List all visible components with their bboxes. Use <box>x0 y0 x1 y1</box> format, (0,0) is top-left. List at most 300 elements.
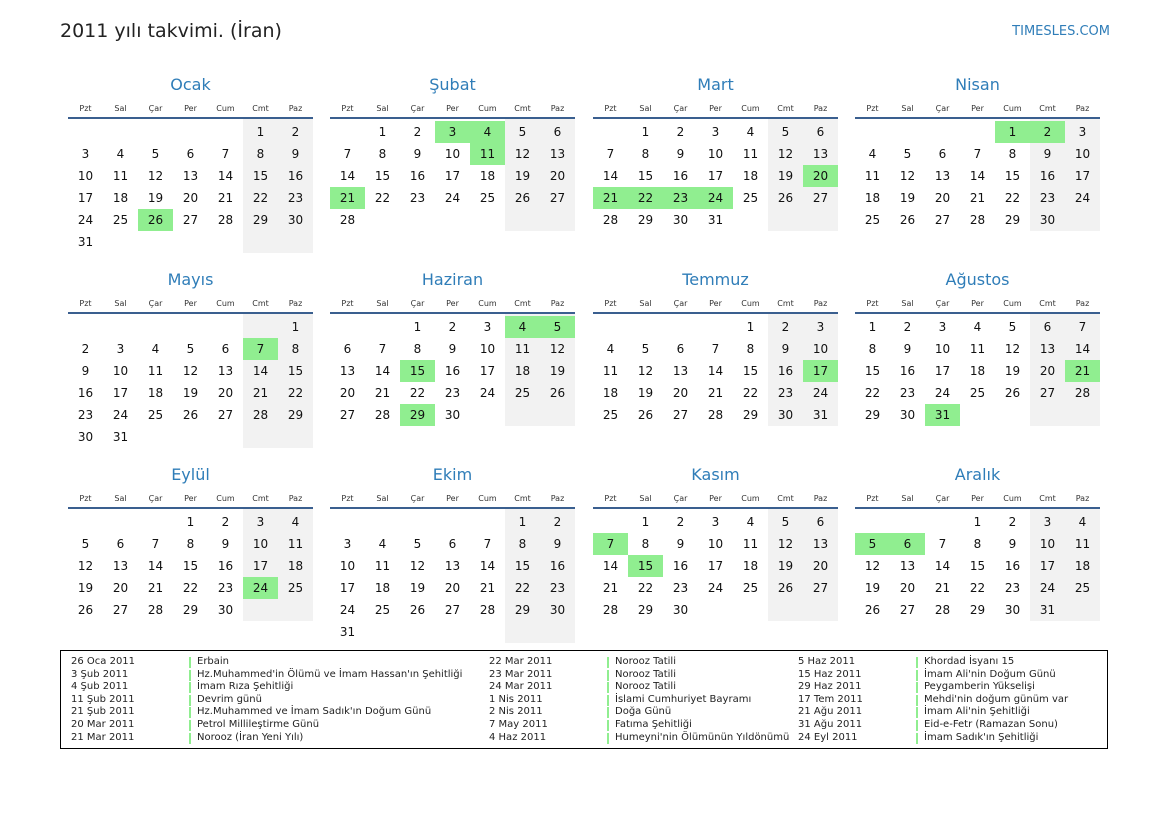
holiday-name: İslami Cumhuriyet Bayramı <box>615 693 752 705</box>
day-cell: 22 <box>742 386 759 400</box>
day-cell: 14 <box>969 169 986 183</box>
day-cell: 13 <box>934 169 951 183</box>
day-cell: 30 <box>899 408 916 422</box>
weekday-header: Per <box>184 494 197 503</box>
day-cell: 1 <box>641 515 650 529</box>
site-link[interactable]: TIMESLES.COM <box>1012 24 1110 39</box>
day-cell: 30 <box>1004 603 1021 617</box>
day-cell: 22 <box>409 386 426 400</box>
holiday-date: 4 Şub 2011 <box>71 681 129 693</box>
holiday-row <box>798 694 1068 707</box>
day-cell: 23 <box>1004 581 1021 595</box>
day-cell: 24 <box>812 386 829 400</box>
day-cell: 12 <box>777 147 794 161</box>
day-cell: 6 <box>938 147 947 161</box>
day-cell: 9 <box>676 147 685 161</box>
holiday-row <box>71 694 462 707</box>
holiday-row <box>798 656 1068 669</box>
holiday-row <box>71 719 462 732</box>
day-cell: 6 <box>816 125 825 139</box>
day-cell: 18 <box>742 169 759 183</box>
day-cell: 17 <box>252 559 269 573</box>
day-cell: 8 <box>1008 147 1017 161</box>
holiday-marker <box>916 670 918 681</box>
month-name: Ağustos <box>945 270 1010 289</box>
month-name: Şubat <box>429 75 476 94</box>
day-cell: 12 <box>147 169 164 183</box>
day-cell: 8 <box>518 537 527 551</box>
day-cell: 10 <box>339 559 356 573</box>
day-cell: 3 <box>256 515 265 529</box>
day-cell: 22 <box>969 581 986 595</box>
weekday-header: Per <box>971 299 984 308</box>
day-cell: 20 <box>444 581 461 595</box>
holiday-row <box>798 681 1068 694</box>
day-cell: 12 <box>777 537 794 551</box>
day-cell: 13 <box>672 364 689 378</box>
day-cell: 21 <box>707 386 724 400</box>
day-cell: 5 <box>781 515 790 529</box>
day-cell: 20 <box>672 386 689 400</box>
holiday-date: 29 Haz 2011 <box>798 681 862 693</box>
weekday-header: Pzt <box>341 494 354 503</box>
weekday-header: Sal <box>639 104 652 113</box>
day-cell: 23 <box>1039 191 1056 205</box>
holiday-name: Norooz Tatili <box>615 668 676 680</box>
day-cell: 21 <box>969 191 986 205</box>
day-cell: 2 <box>291 125 300 139</box>
day-cell: 15 <box>374 169 391 183</box>
day-cell: 14 <box>1074 342 1091 356</box>
day-cell: 9 <box>291 147 300 161</box>
weekday-header: Cum <box>478 104 497 113</box>
weekday-header: Paz <box>1075 494 1090 503</box>
weekday-header: Çar <box>935 494 950 503</box>
weekday-header: Pzt <box>341 104 354 113</box>
day-cell: 20 <box>899 581 916 595</box>
day-cell: 24 <box>339 603 356 617</box>
day-cell: 11 <box>864 169 881 183</box>
holiday-row <box>489 681 789 694</box>
day-cell: 9 <box>448 342 457 356</box>
day-cell: 24 <box>1039 581 1056 595</box>
day-cell: 21 <box>252 386 269 400</box>
day-cell: 21 <box>217 191 234 205</box>
day-cell: 26 <box>864 603 881 617</box>
day-cell: 14 <box>479 559 496 573</box>
day-cell: 10 <box>1039 537 1056 551</box>
day-cell: 27 <box>934 213 951 227</box>
holiday-name: Hz.Muhammed ve İmam Sadık'ın Doğum Günü <box>197 706 432 718</box>
day-cell: 28 <box>969 213 986 227</box>
day-cell: 23 <box>77 408 94 422</box>
day-cell: 11 <box>147 364 164 378</box>
day-cell: 12 <box>1004 342 1021 356</box>
holiday-marker <box>607 720 609 731</box>
month-name: Kasım <box>691 465 740 484</box>
day-cell: 7 <box>1078 320 1087 334</box>
day-cell: 27 <box>812 581 829 595</box>
day-cell: 9 <box>1008 537 1017 551</box>
holiday-day-cell: 21 <box>593 187 628 209</box>
day-cell: 30 <box>777 408 794 422</box>
day-cell: 23 <box>777 386 794 400</box>
day-cell: 27 <box>899 603 916 617</box>
weekday-header: Pzt <box>604 494 617 503</box>
day-cell: 10 <box>934 342 951 356</box>
holiday-day-cell: 22 <box>628 187 663 209</box>
weekday-header: Paz <box>550 494 565 503</box>
weekday-header: Sal <box>376 299 389 308</box>
day-cell: 25 <box>514 386 531 400</box>
holiday-name: Norooz (İran Yeni Yılı) <box>197 731 304 743</box>
holiday-date: 22 Mar 2011 <box>489 656 553 667</box>
day-cell: 11 <box>969 342 986 356</box>
day-cell: 30 <box>287 213 304 227</box>
day-cell: 12 <box>637 364 654 378</box>
day-cell: 24 <box>112 408 129 422</box>
day-cell: 3 <box>711 125 720 139</box>
day-cell: 9 <box>781 342 790 356</box>
holiday-date: 20 Mar 2011 <box>71 718 135 730</box>
day-cell: 14 <box>147 559 164 573</box>
weekday-header: Per <box>184 104 197 113</box>
weekday-header: Cmt <box>514 104 531 113</box>
day-cell: 29 <box>637 213 654 227</box>
holiday-marker <box>607 695 609 706</box>
day-cell: 28 <box>339 213 356 227</box>
day-cell: 11 <box>1074 537 1091 551</box>
weekday-header: Per <box>709 104 722 113</box>
weekday-header: Cum <box>478 494 497 503</box>
holiday-day-cell: 7 <box>593 533 628 555</box>
day-cell: 11 <box>514 342 531 356</box>
holiday-column-3 <box>798 656 1068 744</box>
day-cell: 3 <box>81 147 90 161</box>
day-cell: 13 <box>339 364 356 378</box>
day-cell: 7 <box>711 342 720 356</box>
day-cell: 1 <box>518 515 527 529</box>
weekday-header: Pzt <box>79 494 92 503</box>
day-cell: 14 <box>707 364 724 378</box>
holiday-day-cell: 26 <box>138 209 173 231</box>
day-cell: 19 <box>637 386 654 400</box>
day-cell: 19 <box>549 364 566 378</box>
day-cell: 15 <box>252 169 269 183</box>
day-cell: 14 <box>602 559 619 573</box>
holiday-name: Mehdi'nin doğum günüm var <box>924 693 1069 705</box>
day-cell: 16 <box>672 169 689 183</box>
day-cell: 16 <box>287 169 304 183</box>
day-cell: 3 <box>1078 125 1087 139</box>
day-cell: 6 <box>816 515 825 529</box>
holiday-name: Eid-e-Fetr (Ramazan Sonu) <box>924 718 1058 730</box>
day-cell: 22 <box>374 191 391 205</box>
day-cell: 26 <box>1004 386 1021 400</box>
month-name: Nisan <box>955 75 1000 94</box>
day-cell: 21 <box>479 581 496 595</box>
day-cell: 12 <box>549 342 566 356</box>
day-cell: 6 <box>448 537 457 551</box>
day-cell: 10 <box>707 147 724 161</box>
holiday-marker <box>607 707 609 718</box>
holiday-name: Petrol Millileştirme Günü <box>197 718 320 730</box>
weekday-header: Çar <box>410 104 425 113</box>
day-cell: 11 <box>374 559 391 573</box>
day-cell: 15 <box>287 364 304 378</box>
day-cell: 19 <box>777 169 794 183</box>
day-cell: 14 <box>934 559 951 573</box>
day-cell: 28 <box>479 603 496 617</box>
day-cell: 7 <box>973 147 982 161</box>
weekday-header: Cmt <box>1039 299 1056 308</box>
holiday-day-cell: 5 <box>540 316 575 338</box>
day-cell: 3 <box>343 537 352 551</box>
day-cell: 20 <box>549 169 566 183</box>
holiday-name: İmam Sadık'ın Şehitliği <box>924 731 1039 743</box>
day-cell: 31 <box>77 235 94 249</box>
day-cell: 5 <box>641 342 650 356</box>
day-cell: 19 <box>864 581 881 595</box>
holiday-marker <box>916 682 918 693</box>
holiday-marker <box>916 733 918 744</box>
holiday-row <box>489 706 789 719</box>
day-cell: 27 <box>549 191 566 205</box>
day-cell: 26 <box>182 408 199 422</box>
day-cell: 7 <box>343 147 352 161</box>
day-cell: 24 <box>707 581 724 595</box>
day-cell: 23 <box>217 581 234 595</box>
weekday-header: Pzt <box>79 299 92 308</box>
holiday-marker <box>916 720 918 731</box>
day-cell: 3 <box>116 342 125 356</box>
weekday-header: Per <box>971 104 984 113</box>
day-cell: 17 <box>1039 559 1056 573</box>
holiday-name: Doğa Günü <box>615 706 672 718</box>
day-cell: 28 <box>217 213 234 227</box>
day-cell: 26 <box>77 603 94 617</box>
day-cell: 23 <box>409 191 426 205</box>
weekday-header: Cmt <box>252 494 269 503</box>
day-cell: 20 <box>1039 364 1056 378</box>
holiday-date: 21 Mar 2011 <box>71 731 135 743</box>
holiday-row <box>489 656 789 669</box>
day-cell: 27 <box>812 191 829 205</box>
weekday-header: Çar <box>935 104 950 113</box>
day-cell: 28 <box>707 408 724 422</box>
day-cell: 26 <box>409 603 426 617</box>
page-title: 2011 yılı takvimi. (İran) <box>60 20 282 42</box>
month-name: Ekim <box>432 465 473 484</box>
day-cell: 14 <box>374 364 391 378</box>
day-cell: 5 <box>1008 320 1017 334</box>
day-cell: 19 <box>514 169 531 183</box>
holiday-row <box>489 719 789 732</box>
weekday-header: Paz <box>288 494 303 503</box>
day-cell: 24 <box>444 191 461 205</box>
day-cell: 11 <box>112 169 129 183</box>
holiday-day-cell: 2 <box>1030 121 1065 143</box>
holiday-marker <box>189 682 191 693</box>
holiday-marker <box>189 670 191 681</box>
day-cell: 9 <box>553 537 562 551</box>
month-name: Ocak <box>170 75 211 94</box>
holiday-date: 17 Tem 2011 <box>798 693 863 705</box>
day-cell: 27 <box>339 408 356 422</box>
day-cell: 1 <box>256 125 265 139</box>
weekday-header: Cum <box>478 299 497 308</box>
day-cell: 18 <box>1074 559 1091 573</box>
day-cell: 13 <box>812 537 829 551</box>
holiday-day-cell: 6 <box>890 533 925 555</box>
weekday-header: Cmt <box>252 299 269 308</box>
holiday-marker <box>189 720 191 731</box>
holiday-day-cell: 20 <box>803 165 838 187</box>
day-cell: 20 <box>112 581 129 595</box>
weekday-header: Sal <box>114 299 127 308</box>
weekday-header: Paz <box>550 104 565 113</box>
day-cell: 4 <box>973 320 982 334</box>
day-cell: 10 <box>112 364 129 378</box>
day-cell: 23 <box>549 581 566 595</box>
weekday-header: Cum <box>741 104 760 113</box>
day-cell: 29 <box>1004 213 1021 227</box>
holiday-date: 21 Ağu 2011 <box>798 706 863 718</box>
day-cell: 28 <box>934 603 951 617</box>
weekday-header: Cmt <box>514 299 531 308</box>
weekday-header: Per <box>446 299 459 308</box>
day-cell: 29 <box>742 408 759 422</box>
day-cell: 19 <box>147 191 164 205</box>
day-cell: 8 <box>291 342 300 356</box>
day-cell: 27 <box>112 603 129 617</box>
day-cell: 5 <box>903 147 912 161</box>
holiday-row <box>489 669 789 682</box>
weekday-header: Per <box>446 494 459 503</box>
day-cell: 13 <box>444 559 461 573</box>
day-cell: 19 <box>409 581 426 595</box>
day-cell: 16 <box>1039 169 1056 183</box>
holiday-name: Peygamberin Yükselişi <box>924 681 1035 693</box>
day-cell: 6 <box>221 342 230 356</box>
day-cell: 16 <box>672 559 689 573</box>
day-cell: 6 <box>676 342 685 356</box>
holiday-day-cell: 3 <box>435 121 470 143</box>
holiday-name: Erbain <box>197 656 230 667</box>
day-cell: 26 <box>549 386 566 400</box>
holiday-row <box>798 706 1068 719</box>
day-cell: 25 <box>147 408 164 422</box>
day-cell: 5 <box>518 125 527 139</box>
day-cell: 13 <box>112 559 129 573</box>
holiday-row <box>71 681 462 694</box>
holiday-day-cell: 23 <box>663 187 698 209</box>
weekday-header: Çar <box>673 104 688 113</box>
weekday-header: Çar <box>673 494 688 503</box>
day-cell: 27 <box>182 213 199 227</box>
holiday-legend <box>60 650 1108 749</box>
day-cell: 4 <box>151 342 160 356</box>
holiday-date: 2 Nis 2011 <box>489 706 543 718</box>
weekday-header: Cmt <box>252 104 269 113</box>
day-cell: 29 <box>182 603 199 617</box>
day-cell: 1 <box>413 320 422 334</box>
day-cell: 21 <box>602 581 619 595</box>
day-cell: 11 <box>742 537 759 551</box>
day-cell: 17 <box>1074 169 1091 183</box>
weekday-header: Paz <box>288 299 303 308</box>
weekday-header: Per <box>184 299 197 308</box>
day-cell: 12 <box>514 147 531 161</box>
day-cell: 23 <box>899 386 916 400</box>
day-cell: 8 <box>973 537 982 551</box>
holiday-day-cell: 29 <box>400 404 435 426</box>
day-cell: 30 <box>549 603 566 617</box>
day-cell: 2 <box>676 125 685 139</box>
weekday-header: Paz <box>1075 104 1090 113</box>
day-cell: 2 <box>413 125 422 139</box>
weekday-header: Çar <box>935 299 950 308</box>
weekday-header: Çar <box>148 104 163 113</box>
day-cell: 4 <box>606 342 615 356</box>
holiday-marker <box>916 695 918 706</box>
day-cell: 31 <box>707 213 724 227</box>
holiday-date: 15 Haz 2011 <box>798 668 862 680</box>
day-cell: 30 <box>1039 213 1056 227</box>
holiday-name: Hz.Muhammed'in Ölümü ve İmam Hassan'ın Şehitliği <box>197 668 463 680</box>
day-cell: 5 <box>151 147 160 161</box>
holiday-date: 24 Eyl 2011 <box>798 731 858 743</box>
day-cell: 2 <box>1008 515 1017 529</box>
day-cell: 16 <box>444 364 461 378</box>
day-cell: 2 <box>903 320 912 334</box>
weekday-header: Per <box>709 299 722 308</box>
day-cell: 1 <box>186 515 195 529</box>
day-cell: 18 <box>287 559 304 573</box>
day-cell: 16 <box>1004 559 1021 573</box>
day-cell: 4 <box>378 537 387 551</box>
day-cell: 6 <box>553 125 562 139</box>
holiday-column-2 <box>489 656 789 744</box>
weekday-header: Cum <box>1003 494 1022 503</box>
holiday-row <box>71 669 462 682</box>
day-cell: 8 <box>413 342 422 356</box>
day-cell: 29 <box>864 408 881 422</box>
day-cell: 14 <box>252 364 269 378</box>
day-cell: 27 <box>672 408 689 422</box>
day-cell: 2 <box>448 320 457 334</box>
holiday-day-cell: 7 <box>243 338 278 360</box>
holiday-marker <box>189 733 191 744</box>
holiday-marker <box>607 657 609 668</box>
holiday-date: 26 Oca 2011 <box>71 656 136 667</box>
day-cell: 1 <box>291 320 300 334</box>
weekday-header: Paz <box>813 104 828 113</box>
holiday-row <box>71 656 462 669</box>
weekday-header: Sal <box>639 299 652 308</box>
holiday-day-cell: 5 <box>855 533 890 555</box>
day-cell: 7 <box>221 147 230 161</box>
weekday-header: Sal <box>376 494 389 503</box>
holiday-day-cell: 4 <box>505 316 540 338</box>
day-cell: 5 <box>781 125 790 139</box>
day-cell: 13 <box>812 147 829 161</box>
day-cell: 23 <box>672 581 689 595</box>
day-cell: 30 <box>77 430 94 444</box>
day-cell: 22 <box>182 581 199 595</box>
day-cell: 25 <box>112 213 129 227</box>
weekday-header: Pzt <box>604 299 617 308</box>
